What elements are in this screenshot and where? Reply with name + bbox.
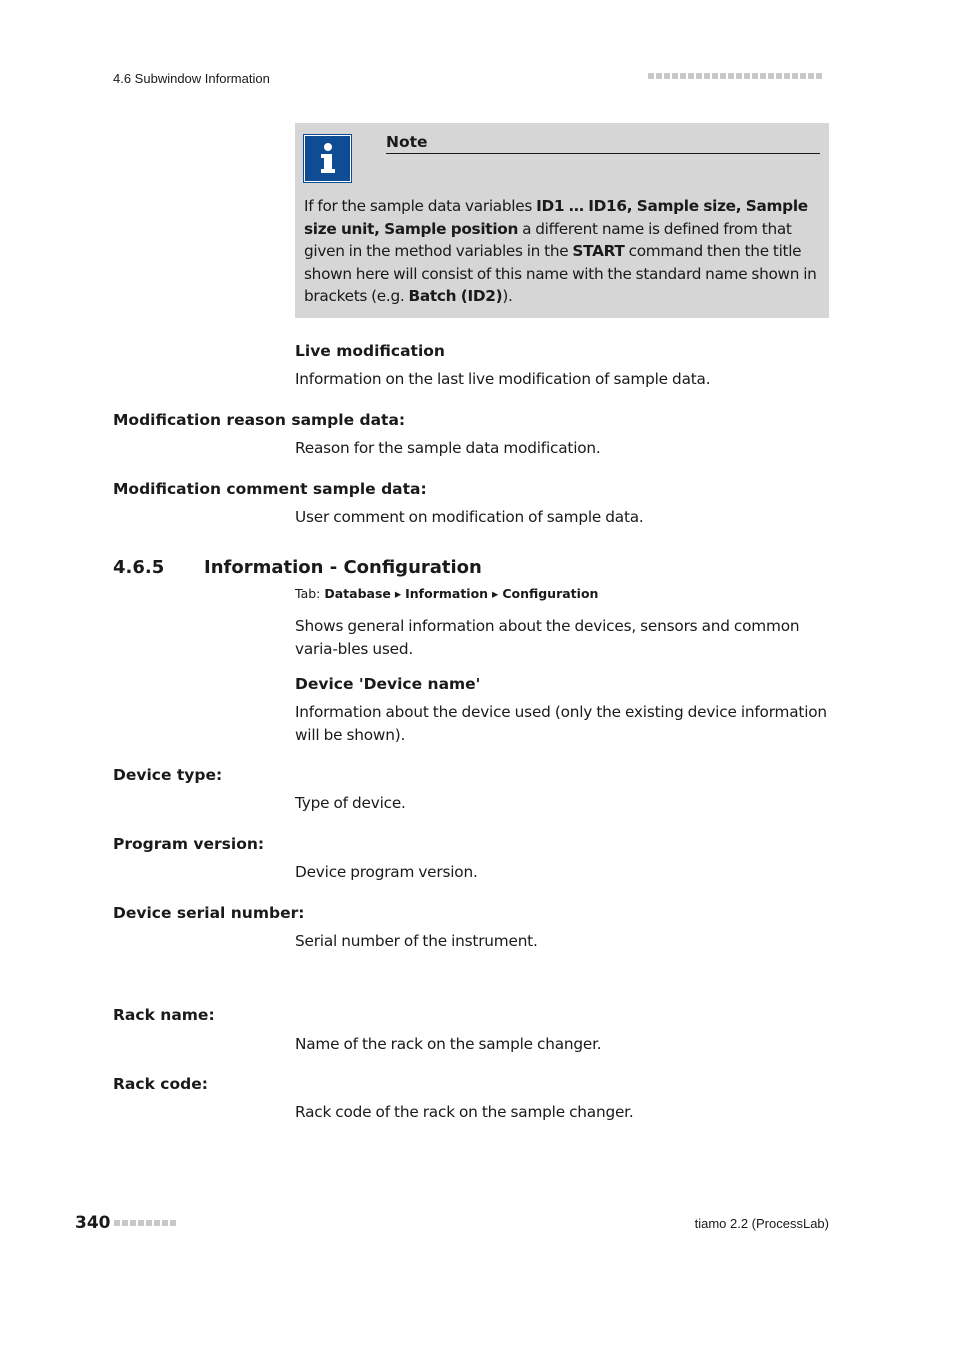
live-modification-text: Information on the last live modification of sample data. [295,370,711,388]
breadcrumb-configuration: Configuration [502,586,599,601]
term-rack-name: Rack name: [113,1006,215,1024]
desc-rack-code: Rack code of the rack on the sample changer. [295,1103,634,1121]
page-number: 340 [75,1213,111,1233]
desc-device-serial-number: Serial number of the instrument. [295,932,538,950]
breadcrumb-information: Information [405,586,489,601]
desc-modification-comment: User comment on modification of sample data. [295,508,644,526]
term-modification-reason: Modification reason sample data: [113,411,406,429]
term-program-version: Program version: [113,835,265,853]
device-text: Information about the device used (only the existing device information will be shown). [295,703,827,744]
running-header: 4.6 Subwindow Information [113,71,270,86]
device-heading: Device 'Device name' [295,675,481,693]
term-device-serial-number: Device serial number: [113,904,305,922]
desc-program-version: Device program version. [295,863,478,881]
product-name: tiamo 2.2 (ProcessLab) [694,1216,829,1231]
note-title: Note [386,133,820,154]
term-device-type: Device type: [113,766,223,784]
tab-breadcrumb: Tab: Database ▸ Information ▸ Configuration [295,586,599,601]
section-title: Information - Configuration [204,557,482,578]
desc-modification-reason: Reason for the sample data modification. [295,439,601,457]
note-text: If for the sample data variables ID1 … ID16, Sample size, Sample size unit, Sample position a different name is defined from that given in the method variables in the START command then the title shown here will consist of this name with the standard name shown in brackets (e.g. Batch (ID2)). [304,197,817,306]
desc-device-type: Type of device. [295,794,406,812]
breadcrumb-database: Database [324,586,391,601]
section-intro: Shows general information about the devices, sensors and common varia-bles used. [295,617,800,658]
term-rack-code: Rack code: [113,1075,208,1093]
footer-decoration [114,1220,176,1226]
live-modification-heading: Live modification [295,342,445,360]
header-decoration [648,73,822,79]
note-box [295,123,829,318]
info-icon [304,135,351,182]
term-modification-comment: Modification comment sample data: [113,480,427,498]
section-number: 4.6.5 [113,557,165,578]
desc-rack-name: Name of the rack on the sample changer. [295,1035,602,1053]
